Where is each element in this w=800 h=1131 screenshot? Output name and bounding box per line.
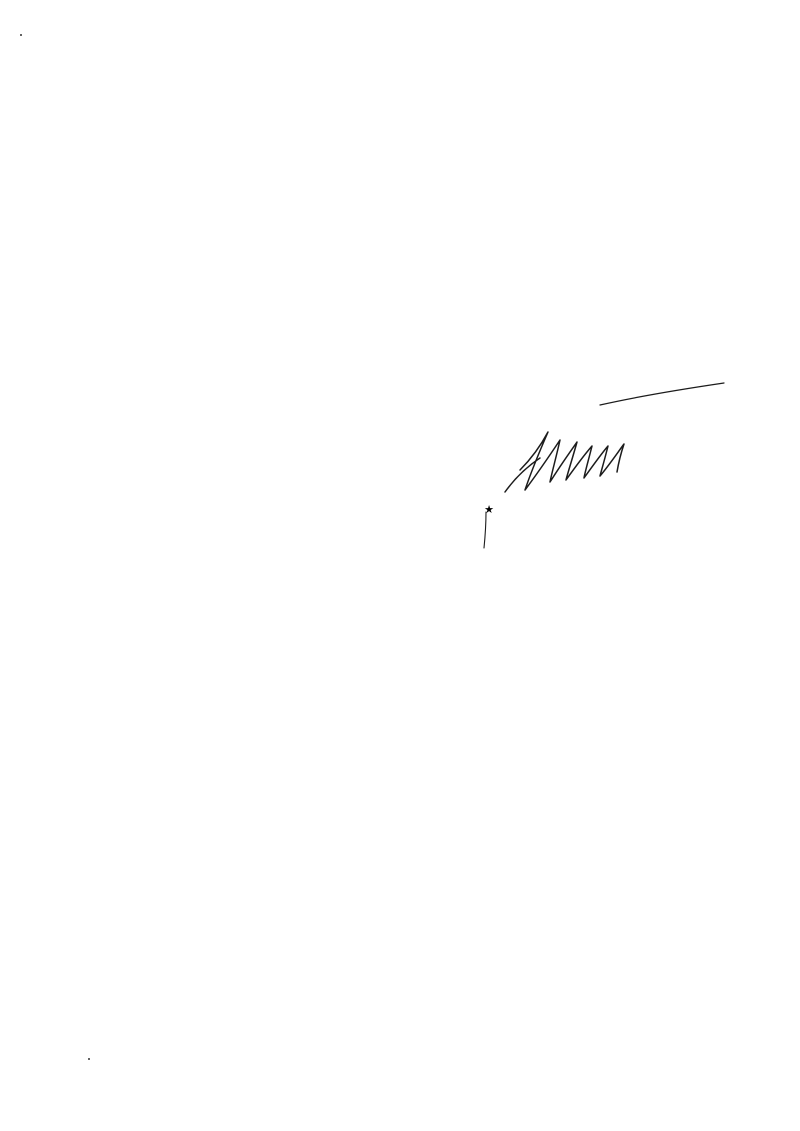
seal-star-icon: ★ [484, 504, 494, 516]
official-seal [406, 383, 540, 517]
handwritten-signature [484, 383, 724, 548]
scan-speck [20, 34, 22, 36]
scan-speck [88, 1058, 90, 1060]
